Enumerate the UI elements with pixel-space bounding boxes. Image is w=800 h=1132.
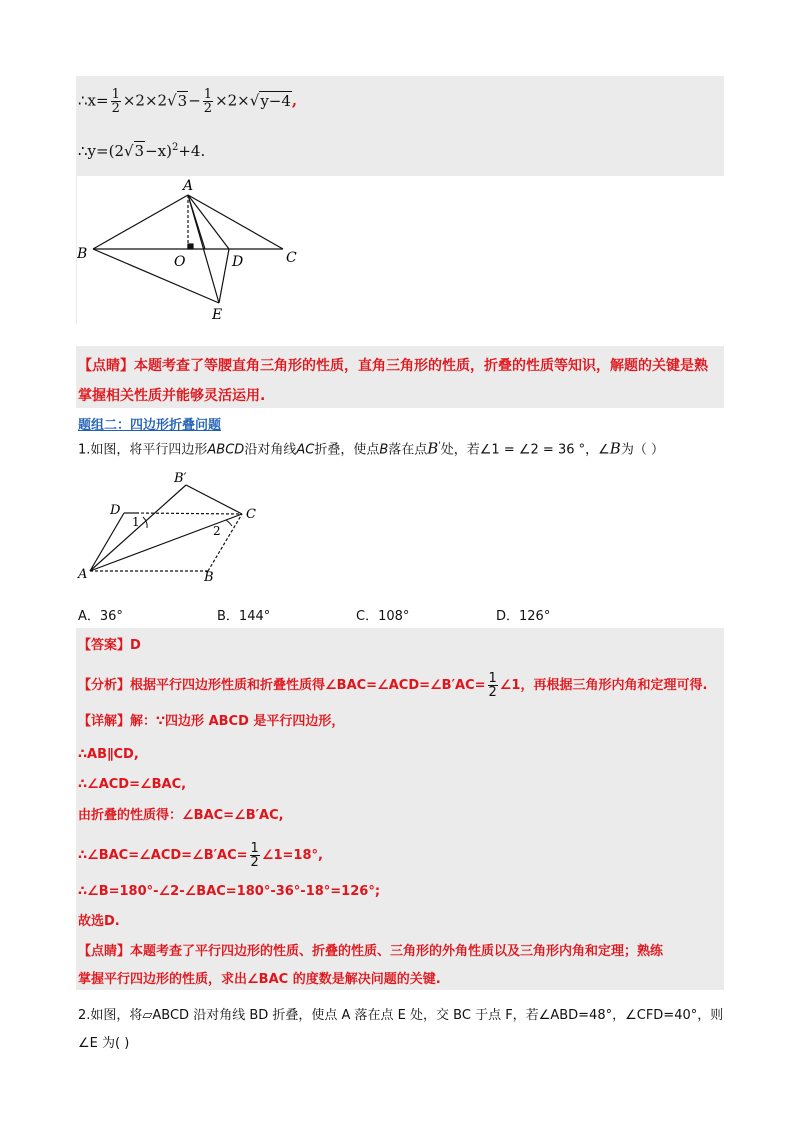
figure-parallelogram-svg	[76, 468, 266, 584]
q1-text-c: 折叠，使点	[314, 442, 380, 458]
option-c[interactable]: C．108°	[356, 609, 410, 624]
detail-line2: ∴AB∥CD,	[78, 747, 139, 762]
q1-bprime: B	[427, 439, 439, 458]
q1-text-b: 沿对角线	[244, 442, 297, 458]
fig1-label-o: O	[174, 254, 186, 270]
detail-frac-den: 2	[250, 855, 259, 870]
eq2-mid: −x)	[145, 142, 172, 160]
equation-x: ∴x= $\frac{1}{2}$ ×2×2√3− $\frac{1}{2}$ ×2×√y−4,	[78, 87, 298, 116]
fig1-label-a: A	[183, 178, 194, 194]
detail-line5	[78, 842, 323, 869]
fig1-label-d: D	[232, 254, 244, 270]
q1-text-f: 为（ ）	[620, 442, 664, 458]
answer-value: D	[130, 638, 141, 653]
detail-line1	[78, 712, 344, 732]
analysis-line	[78, 672, 707, 699]
q1-prime: '	[438, 441, 441, 451]
fig1-label-b: B	[77, 246, 88, 262]
comment2-line1	[78, 942, 663, 962]
eq1-part-b: ×2×	[215, 91, 250, 110]
q1-b2: B	[609, 439, 621, 458]
fig1-label-c: C	[286, 250, 297, 266]
eq1-part-a: ×2×2	[122, 91, 168, 110]
fig1-label-e: E	[212, 307, 223, 323]
question-1	[78, 436, 664, 460]
q1-b: B	[379, 442, 389, 458]
detail-text5b: ∠1=18°,	[261, 848, 323, 863]
group-title: 题组二：四边形折叠问题	[78, 418, 222, 433]
frac-num: 1	[203, 87, 213, 102]
q1-text-d: 落在点	[388, 442, 428, 458]
fraction-half-a	[111, 88, 121, 115]
q1-abcd: ABCD	[207, 442, 245, 458]
fig2-label-b: B	[204, 570, 214, 584]
analysis-frac-num: 1	[488, 671, 497, 686]
fig2-label-angle1: 1	[132, 515, 140, 529]
detail-text5a: ∴∠BAC=∠ACD=∠B′AC=	[78, 848, 248, 863]
fig2-label-a: A	[78, 567, 88, 582]
detail-text1: 解：∵四边形 ABCD 是平行四边形，	[130, 714, 345, 729]
eq1-prefix: ∴x=	[78, 91, 109, 110]
q1-ac: AC	[296, 442, 315, 458]
option-d[interactable]: D．126°	[496, 609, 551, 624]
fig2-label-angle2: 2	[213, 524, 221, 538]
eq1-end: ,	[291, 91, 298, 110]
fraction-half-b	[203, 88, 213, 115]
answer-tag: 【答案】	[78, 638, 131, 653]
analysis-text-b: ∠1，再根据三角形内角和定理可得.	[499, 678, 708, 693]
comment1-tag: 【点睛】	[78, 358, 134, 374]
detail-line6: ∴∠B=180°-∠2-∠BAC=180°-36°-18°=126°;	[78, 884, 381, 899]
detail-line7: 故选D.	[78, 914, 120, 929]
question-2-line2: ∠E 为( )	[78, 1036, 130, 1051]
fig2-label-d: D	[110, 503, 121, 518]
eq1-minus: −	[188, 91, 201, 110]
figure-triangle	[76, 176, 299, 324]
frac-den: 2	[111, 101, 120, 116]
detail-line4: 由折叠的性质得：∠BAC=∠B′AC,	[78, 808, 284, 823]
comment1-line1	[78, 356, 708, 376]
fig2-label-c: C	[246, 507, 256, 522]
q1-text-a: 1.如图，将平行四边形	[78, 442, 208, 458]
comment2-text1: 本题考查了平行四边形的性质、折叠的性质、三角形的外角性质以及三角形内角和定理；熟练	[130, 944, 664, 959]
eq2-prefix: ∴y=(2	[78, 142, 124, 160]
eq1-sqrt-a: 3	[177, 91, 188, 110]
analysis-fraction	[488, 672, 498, 699]
comment2-tag: 【点睛】	[78, 944, 131, 959]
frac-den: 2	[203, 101, 213, 116]
detail-line3: ∴∠ACD=∠BAC,	[78, 777, 187, 792]
frac-num: 1	[111, 87, 120, 102]
comment1-text1: 本题考查了等腰直角三角形的性质，直角三角形的性质，折叠的性质等知识，解题的关键是熟	[134, 358, 708, 374]
eq1-sqrt-b: y−4	[260, 91, 291, 110]
question-2-line1: 2.如图，将▱ABCD 沿对角线 BD 折叠，使点 A 落在点 E 处，交 BC 于点 F，若∠ABD=48°，∠CFD=40°，则	[78, 1008, 724, 1023]
equation-y: $\therefore y=(2√3-x)^2+4$.	[78, 142, 206, 160]
option-b[interactable]: B．144°	[217, 609, 271, 624]
detail-frac-num: 1	[250, 841, 259, 856]
analysis-tag: 【分析】	[78, 678, 131, 693]
comment2-line2: 掌握平行四边形的性质，求出∠BAC 的度数是解决问题的关键.	[78, 972, 441, 987]
analysis-frac-den: 2	[488, 685, 497, 700]
figure-triangle-svg	[77, 176, 299, 324]
fig2-label-bprime: B′	[174, 471, 187, 486]
option-a[interactable]: A．36°	[78, 609, 123, 624]
comment1-line2: 掌握相关性质并能够灵活运用.	[78, 388, 266, 404]
answer-line	[78, 636, 141, 656]
detail-fraction	[250, 842, 260, 869]
analysis-text-a: 根据平行四边形性质和折叠性质得∠BAC=∠ACD=∠B′AC=	[130, 678, 486, 693]
eq2-exponent: 2	[171, 142, 179, 153]
detail-tag: 【详解】	[78, 714, 131, 729]
q1-text-e: 处，若∠1 = ∠2 = 36 °，∠	[440, 442, 610, 458]
eq2-sqrt: 3	[134, 142, 145, 160]
figure-parallelogram	[76, 468, 266, 584]
eq2-end: +4.	[178, 142, 206, 160]
